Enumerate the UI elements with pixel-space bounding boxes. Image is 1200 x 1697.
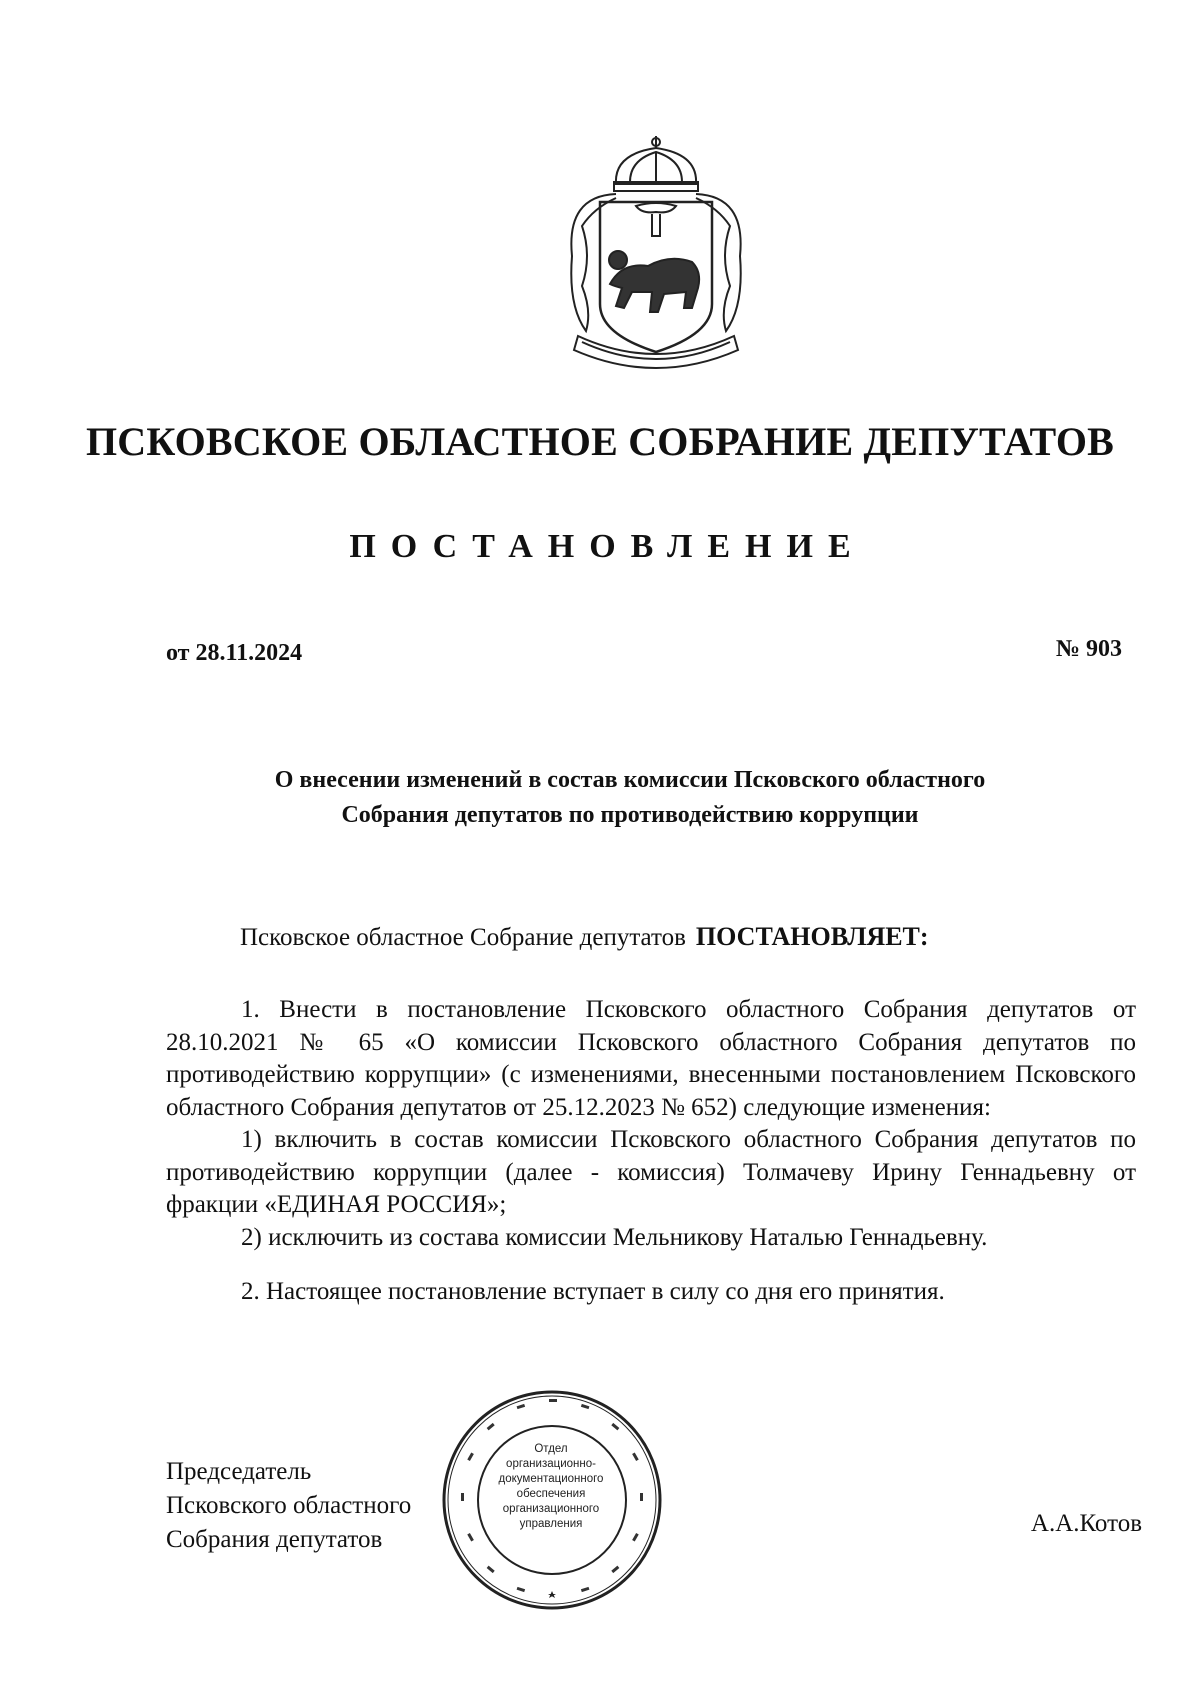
resolves-keyword: ПОСТАНОВЛЯЕТ:	[695, 922, 929, 951]
stamp-line: организационного	[502, 1503, 600, 1515]
item-2: 2. Настоящее постановление вступает в силу со дня его принятия.	[241, 1278, 945, 1305]
stamp-line: документационного	[498, 1473, 604, 1485]
preamble	[240, 922, 929, 952]
coat-of-arms-icon	[552, 136, 760, 388]
subject-line-2: Собрания депутатов по противодействию коррупции	[341, 802, 919, 828]
signatory-name: А.А.Котов	[1030, 1510, 1142, 1537]
resolution-body	[166, 994, 1136, 1309]
preamble-text: Псковское областное Собрание депутатов	[240, 924, 686, 951]
subject-line-1: О внесении изменений в состав комиссии Псковского областного	[274, 767, 986, 793]
stamp-line: Отдел	[534, 1443, 568, 1455]
document-type: ПОСТАНОВЛЕНИЕ	[349, 528, 866, 565]
item-1: 1. Внести в постановление Псковского областного Собрания депутатов от 28.10.2021 № 65 «О комиссии Псковского областного Собрания депутатов по противодействию коррупции» (с изменениями, внесенными постановлением Псковского областного Собрания депутатов от 25.12.2023 № 652) следующие изменения:	[166, 996, 1136, 1121]
stamp-line: обеспечения	[516, 1488, 586, 1500]
stamp-line: управления	[519, 1518, 583, 1530]
organization-title: ПСКОВСКОЕ ОБЛАСТНОЕ СОБРАНИЕ ДЕПУТАТОВ	[85, 419, 1115, 464]
stamp-inner-text	[484, 1442, 618, 1532]
signatory-title	[166, 1455, 411, 1557]
subitem-2: 2) исключить из состава комиссии Мельникову Наталью Геннадьевну.	[241, 1223, 988, 1251]
signatory-line-1: Председатель	[166, 1458, 312, 1485]
document-number: № 903	[1055, 636, 1122, 662]
document-date: от 28.11.2024	[166, 640, 303, 666]
signatory-line-2: Псковского областного	[166, 1492, 412, 1519]
document-subject	[200, 763, 1060, 833]
subitem-1: 1) включить в состав комиссии Псковского областного Собрания депутатов по противодействию коррупции (далее - комиссия) Толмачеву Ирину Геннадьевну от фракции «ЕДИНАЯ РОССИЯ»;	[166, 1126, 1136, 1218]
stamp-line: организационно-	[506, 1458, 596, 1470]
signatory-line-3: Собрания депутатов	[166, 1526, 383, 1553]
